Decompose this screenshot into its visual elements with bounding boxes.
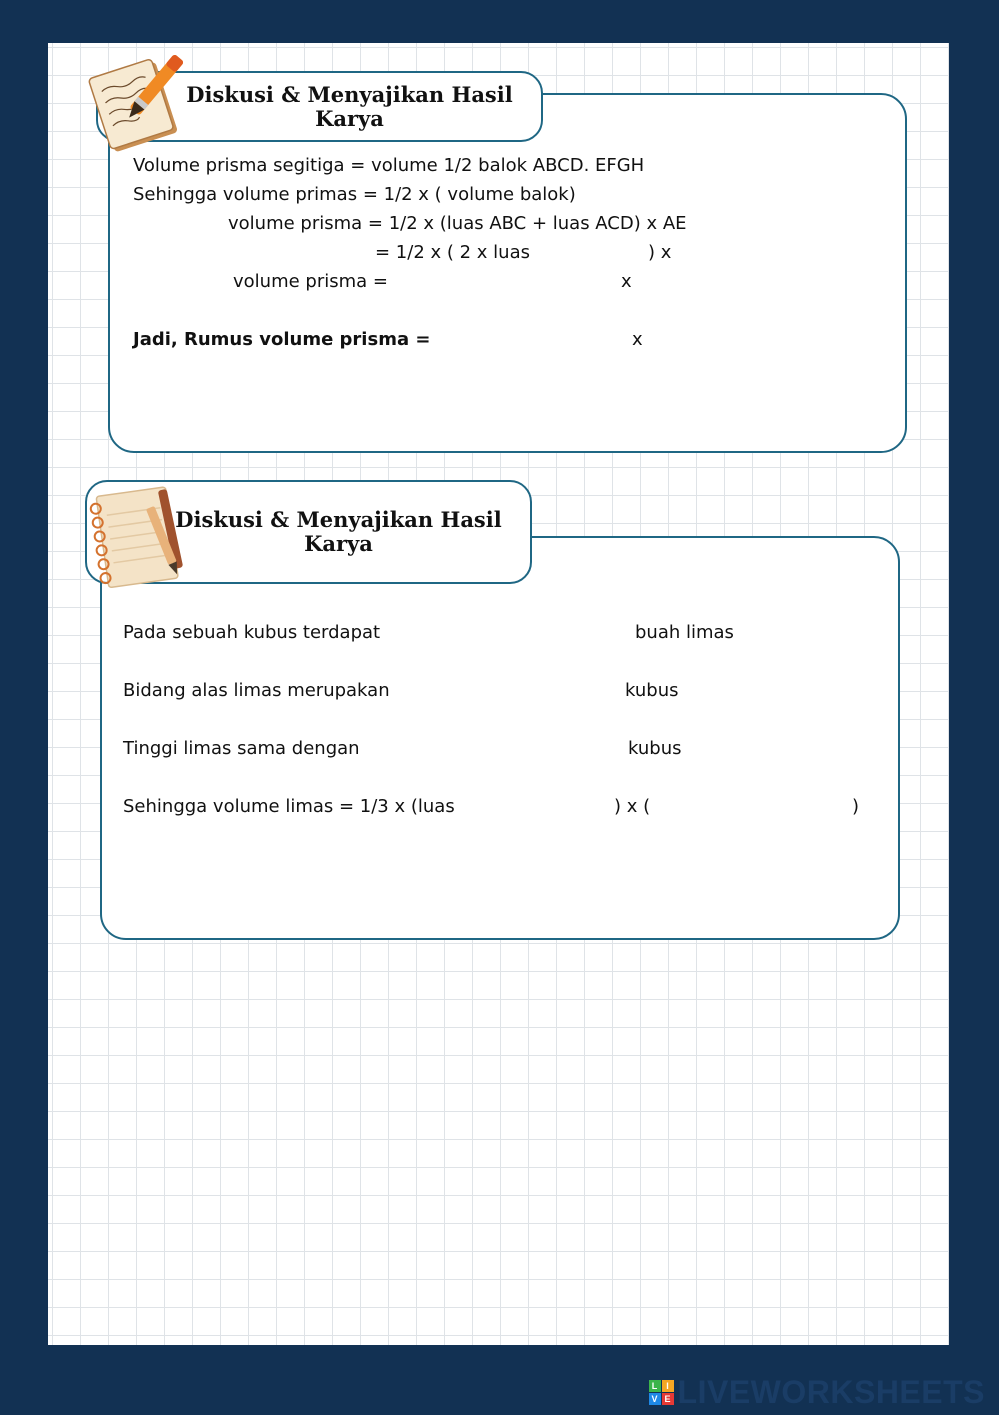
- s2-formula-left: Sehingga volume limas = 1/3 x (luas: [123, 796, 455, 817]
- section2-title-line2: Karya: [304, 531, 373, 556]
- s2-row-2-right: kubus: [625, 680, 679, 701]
- s2-row-1-right: buah limas: [635, 622, 734, 643]
- notepad-pen-icon: [84, 48, 184, 152]
- s1-line-5: volume prisma =: [233, 271, 388, 292]
- section1-title-line1: Diskusi & Menyajikan Hasil: [186, 81, 513, 107]
- logo-letter-v: V: [649, 1393, 661, 1405]
- s2-row-3-left: Tinggi limas sama dengan: [123, 738, 360, 759]
- s2-row-3-right: kubus: [628, 738, 682, 759]
- section2-title-line1: Diskusi & Menyajikan Hasil: [175, 507, 502, 532]
- logo-letter-i: I: [662, 1380, 674, 1392]
- s2-row-1-left: Pada sebuah kubus terdapat: [123, 622, 381, 643]
- s2-formula-right: ): [852, 796, 860, 817]
- s2-row-2-left: Bidang alas limas merupakan: [123, 680, 390, 701]
- s1-line-4: = 1/2 x ( 2 x luas: [375, 242, 530, 263]
- s2-formula-mid: ) x (: [614, 796, 651, 817]
- s1-line-3: volume prisma = 1/2 x (luas ABC + luas ACD) x AE: [228, 213, 687, 234]
- s1-line-4-close: ) x: [648, 242, 672, 263]
- liveworksheets-wordmark: LIVEWORKSHEETS: [677, 1373, 985, 1410]
- s1-conclusion: Jadi, Rumus volume prisma =: [133, 329, 431, 350]
- liveworksheets-logo-icon: [649, 1380, 674, 1405]
- logo-letter-l: L: [649, 1380, 661, 1392]
- spiral-notebook-icon: [84, 483, 194, 589]
- s1-line-5-x: x: [621, 271, 632, 292]
- section1-card: [108, 93, 907, 453]
- logo-letter-e: E: [662, 1393, 674, 1405]
- s1-line-1: Volume prisma segitiga = volume 1/2 balok ABCD. EFGH: [133, 155, 645, 176]
- liveworksheets-brand: [649, 1374, 985, 1410]
- s1-conclusion-x: x: [632, 329, 643, 350]
- s1-line-2: Sehingga volume primas = 1/2 x ( volume balok): [133, 184, 576, 205]
- section1-title-line2: Karya: [315, 105, 384, 131]
